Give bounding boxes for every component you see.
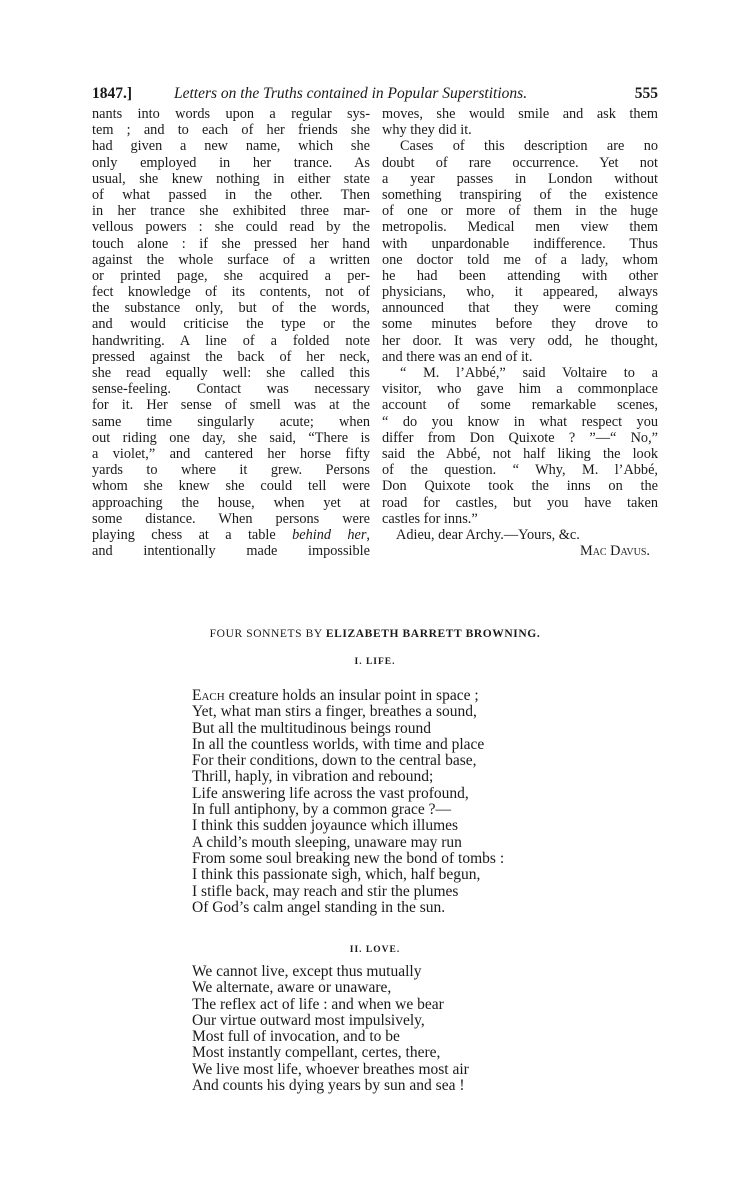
text-line: sense-feeling. Contact was necessary: [92, 381, 370, 398]
text-line: handwriting. A line of a folded note: [92, 332, 370, 349]
text-line: only employed in her trance. As: [92, 154, 370, 171]
verse-line: In full antiphony, by a common grace ?—: [192, 801, 451, 819]
verse-text: creature holds an insular point in space ;: [224, 687, 479, 704]
text-line: one doctor told me of a lady, whom: [382, 251, 658, 268]
running-head-year: 1847.]: [92, 85, 133, 102]
signature: Mac Davus.: [579, 543, 650, 560]
text-line: approaching the house, when yet at: [92, 494, 370, 511]
text-line: why they did it.: [382, 122, 472, 139]
text-line: “ M. l’Abbé,” said Voltaire to a: [400, 365, 658, 381]
verse-line: Life answering life across the vast profound,: [192, 784, 469, 802]
text-line: metropolis. Medical men view them: [382, 219, 658, 236]
verse-line: But all the multitudinous beings round: [192, 719, 431, 737]
text-line: a year passes in London without: [382, 170, 658, 187]
text-line: Cases of this description are no: [400, 138, 658, 155]
text-line: out riding one day, she said, “There is: [92, 429, 370, 446]
text-line: usual, she knew nothing in either state: [92, 170, 370, 187]
sonnet-heading: II. LOVE.: [349, 945, 401, 955]
text-line: with unpardonable indifference. Thus: [382, 235, 658, 252]
text-line: same time singularly acute; when: [92, 413, 370, 430]
text-line: yards to where it grew. Persons: [92, 462, 370, 479]
text-line: account of some remarkable scenes,: [382, 397, 658, 414]
text-line: physicians, who, it appeared, always: [382, 284, 658, 301]
text-line: nants into words upon a regular sys-: [92, 106, 370, 122]
text-line: in her trance she exhibited three mar-: [92, 203, 370, 220]
text-line: the substance only, but of the words,: [92, 300, 370, 317]
text-line: “ do you know in what respect you: [382, 413, 658, 430]
sonnet-life: [192, 688, 592, 916]
verse-line: Yet, what man stirs a finger, breathes a sound,: [192, 703, 477, 721]
page-number: 555: [634, 85, 658, 102]
sonnet-heading: I. LIFE.: [354, 657, 396, 667]
right-column: [382, 106, 658, 559]
verse-line: Most instantly compellant, certes, there,: [192, 1044, 441, 1062]
text-fragment: ,: [366, 526, 370, 543]
sonnet-love: [192, 964, 592, 1094]
verse-line: A child’s mouth sleeping, unaware may run: [192, 833, 462, 851]
text-line: [92, 527, 370, 543]
verse-line: And counts his dying years by sun and sea !: [192, 1077, 465, 1095]
verse-line: Thrill, haply, in vibration and rebound;: [192, 768, 434, 786]
text-fragment: playing chess at a table: [92, 526, 293, 543]
text-line: pressed against the back of her neck,: [92, 348, 370, 365]
verse-line: Of God’s calm angel standing in the sun.: [192, 898, 446, 916]
running-head-title: Letters on the Truths contained in Popular Superstitions.: [174, 85, 528, 102]
text-line: fect knowledge of its contents, not of: [92, 284, 370, 301]
verse-line: The reflex act of life : and when we bear: [192, 995, 444, 1013]
text-line: for it. Her sense of smell was at the: [92, 397, 370, 414]
text-line: and would criticise the type or the: [92, 316, 370, 333]
text-line: road for castles, but you have taken: [382, 494, 658, 511]
verse-line: I think this passionate sigh, which, half begun,: [192, 866, 481, 884]
text-line: of one or more of them in the huge: [382, 203, 658, 220]
text-line: visitor, who gave him a commonplace: [382, 381, 658, 398]
text-line: doubt of rare occurrence. Yet not: [382, 154, 658, 171]
text-line: Don Quixote took the inns on the: [382, 478, 658, 495]
section-title-prefix: FOUR SONNETS BY: [209, 628, 326, 640]
text-line: had given a new name, which she: [92, 138, 370, 155]
text-line: and there was an end of it.: [382, 348, 533, 365]
text-line: vellous powers : she could read by the: [92, 219, 370, 236]
verse-line: Our virtue outward most impulsively,: [192, 1011, 425, 1029]
text-line: castles for inns.”: [382, 510, 478, 527]
text-line: something transpiring of the existence: [382, 186, 658, 203]
section-title: [0, 627, 750, 641]
verse-line: For their conditions, down to the central base,: [192, 752, 477, 770]
text-line: a violet,” and cantered her horse fifty: [92, 445, 370, 462]
verse-line: I stifle back, may reach and stir the plumes: [192, 882, 459, 900]
verse-line: I think this sudden joyaunce which illumes: [192, 817, 459, 835]
verse-line: Most full of invocation, and to be: [192, 1028, 400, 1046]
text-line: said the Abbé, not half liking the look: [382, 445, 658, 462]
text-line: of the question. “ Why, M. l’Abbé,: [382, 462, 658, 479]
text-line: tem ; and to each of her friends she: [92, 122, 370, 139]
verse-line: We live most life, whoever breathes most air: [192, 1060, 469, 1078]
text-line: moves, she would smile and ask them: [382, 106, 658, 122]
verse-line: We cannot live, except thus mutually: [192, 963, 422, 980]
text-line: some distance. When persons were: [92, 510, 370, 527]
text-line: and intentionally made impossible: [92, 543, 370, 560]
verse-line: From some soul breaking new the bond of tombs :: [192, 849, 505, 867]
text-line: whom she knew she could tell were: [92, 478, 370, 495]
text-line: differ from Don Quixote ? ”—“ No,”: [382, 429, 658, 446]
text-line: she read equally well: she called this: [92, 365, 370, 381]
first-word: Each: [192, 687, 225, 704]
section-title-author: ELIZABETH BARRETT BROWNING.: [325, 628, 541, 640]
left-column: [92, 106, 370, 559]
text-line: against the whole surface of a written: [92, 251, 370, 268]
text-line: or printed page, she acquired a per-: [92, 267, 370, 284]
verse-line: [192, 688, 592, 704]
italic-fragment: behind her: [292, 526, 367, 543]
text-line: some minutes before they drove to: [382, 316, 658, 333]
text-line: announced that they were coming: [382, 300, 658, 317]
verse-line: We alternate, aware or unaware,: [192, 979, 392, 997]
closing-line: Adieu, dear Archy.—Yours, &c.: [396, 526, 580, 543]
verse-line: In all the countless worlds, with time and place: [192, 735, 485, 753]
text-line: her door. It was very odd, he thought,: [382, 332, 658, 349]
text-line: of what passed in the other. Then: [92, 186, 370, 203]
text-line: touch alone : if she pressed her hand: [92, 235, 370, 252]
running-head: [92, 84, 658, 104]
text-line: he had been attending with other: [382, 267, 658, 284]
